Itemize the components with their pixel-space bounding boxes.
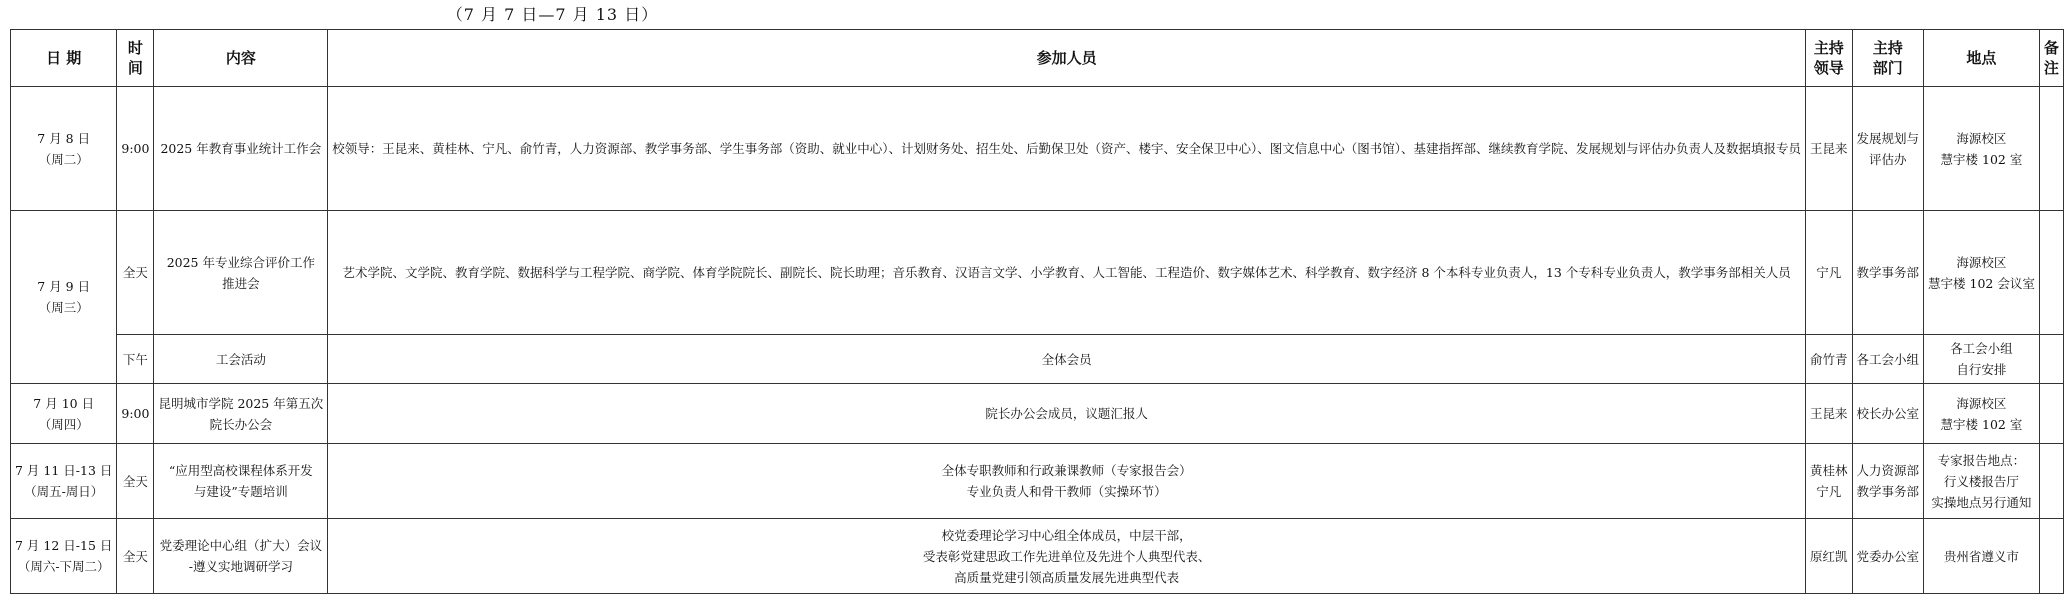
cell-location: 海源校区 慧宇楼 102 会议室 bbox=[1924, 211, 2040, 335]
schedule-week-caption: （7 月 7 日—7 月 13 日） bbox=[446, 5, 659, 24]
cell-location: 专家报告地点： 行义楼报告厅 实操地点另行通知 bbox=[1924, 444, 2040, 519]
table-row bbox=[11, 519, 2064, 594]
cell-location: 海源校区 慧宇楼 102 室 bbox=[1924, 87, 2040, 211]
table-header-row bbox=[11, 30, 2064, 87]
cell-host-leader: 宁凡 bbox=[1806, 211, 1853, 335]
table-row bbox=[11, 335, 2064, 384]
cell-participants: 艺术学院、文学院、教育学院、数据科学与工程学院、商学院、体育学院院长、副院长、院长助理；音乐教育、汉语言文学、小学教育、人工智能、工程造价、数字媒体艺术、科学教育、数字经济 8 个本科专业负责人，13 个专科专业负责人，教学事务部相关人员 bbox=[328, 211, 1806, 335]
header-time: 时 间 bbox=[117, 30, 154, 87]
cell-host-dept: 党委办公室 bbox=[1852, 519, 1924, 594]
header-participants: 参加人员 bbox=[328, 30, 1806, 87]
cell-date: 7 月 10 日 （周四） bbox=[11, 384, 117, 444]
weekly-schedule-table bbox=[10, 29, 2064, 594]
cell-notes bbox=[2039, 519, 2063, 594]
cell-time: 全天 bbox=[117, 444, 154, 519]
cell-host-leader: 王昆来 bbox=[1806, 87, 1853, 211]
cell-content: 昆明城市学院 2025 年第五次 院长办公会 bbox=[154, 384, 328, 444]
cell-host-dept: 发展规划与 评估办 bbox=[1852, 87, 1924, 211]
table-row bbox=[11, 211, 2064, 335]
cell-participants: 校党委理论学习中心组全体成员，中层干部， 受表彰党建思政工作先进单位及先进个人典型代表、 高质量党建引领高质量发展先进典型代表 bbox=[328, 519, 1806, 594]
cell-host-dept: 人力资源部 教学事务部 bbox=[1852, 444, 1924, 519]
cell-time: 全天 bbox=[117, 211, 154, 335]
cell-location: 各工会小组 自行安排 bbox=[1924, 335, 2040, 384]
cell-participants: 全体专职教师和行政兼课教师（专家报告会） 专业负责人和骨干教师（实操环节） bbox=[328, 444, 1806, 519]
header-host-leader: 主持 领导 bbox=[1806, 30, 1853, 87]
cell-time: 9:00 bbox=[117, 87, 154, 211]
cell-host-dept: 校长办公室 bbox=[1852, 384, 1924, 444]
cell-date: 7 月 9 日 （周三） bbox=[11, 211, 117, 384]
cell-notes bbox=[2039, 211, 2063, 335]
cell-content: “应用型高校课程体系开发 与建设”专题培训 bbox=[154, 444, 328, 519]
cell-participants: 校领导：王昆来、黄桂林、宁凡、俞竹青，人力资源部、教学事务部、学生事务部（资助、就业中心）、计划财务处、招生处、后勤保卫处（资产、楼宇、安全保卫中心）、图文信息中心（图书馆）、基建指挥部、继续教育学院、发展规划与评估办负责人及数据填报专员 bbox=[328, 87, 1806, 211]
cell-location: 贵州省遵义市 bbox=[1924, 519, 2040, 594]
cell-host-dept: 各工会小组 bbox=[1852, 335, 1924, 384]
cell-participants: 全体会员 bbox=[328, 335, 1806, 384]
cell-host-dept: 教学事务部 bbox=[1852, 211, 1924, 335]
cell-date: 7 月 11 日-13 日 （周五-周日） bbox=[11, 444, 117, 519]
header-location: 地点 bbox=[1924, 30, 2040, 87]
table-row bbox=[11, 384, 2064, 444]
cell-date: 7 月 8 日 （周二） bbox=[11, 87, 117, 211]
cell-content: 2025 年专业综合评价工作 推进会 bbox=[154, 211, 328, 335]
cell-content: 工会活动 bbox=[154, 335, 328, 384]
cell-host-leader: 原红凯 bbox=[1806, 519, 1853, 594]
header-content: 内容 bbox=[154, 30, 328, 87]
cell-content: 党委理论中心组（扩大）会议 -遵义实地调研学习 bbox=[154, 519, 328, 594]
header-notes: 备注 bbox=[2039, 30, 2063, 87]
cell-date: 7 月 12 日-15 日 （周六-下周二） bbox=[11, 519, 117, 594]
cell-notes bbox=[2039, 335, 2063, 384]
cell-host-leader: 俞竹青 bbox=[1806, 335, 1853, 384]
cell-location: 海源校区 慧宇楼 102 室 bbox=[1924, 384, 2040, 444]
cell-time: 9:00 bbox=[117, 384, 154, 444]
table-row bbox=[11, 87, 2064, 211]
cell-time: 全天 bbox=[117, 519, 154, 594]
cell-host-leader: 黄桂林 宁凡 bbox=[1806, 444, 1853, 519]
cell-participants: 院长办公会成员，议题汇报人 bbox=[328, 384, 1806, 444]
table-row bbox=[11, 444, 2064, 519]
cell-notes bbox=[2039, 384, 2063, 444]
header-date: 日 期 bbox=[11, 30, 117, 87]
cell-notes bbox=[2039, 87, 2063, 211]
header-host-dept: 主持 部门 bbox=[1852, 30, 1924, 87]
cell-content: 2025 年教育事业统计工作会 bbox=[154, 87, 328, 211]
cell-notes bbox=[2039, 444, 2063, 519]
cell-time: 下午 bbox=[117, 335, 154, 384]
cell-host-leader: 王昆来 bbox=[1806, 384, 1853, 444]
